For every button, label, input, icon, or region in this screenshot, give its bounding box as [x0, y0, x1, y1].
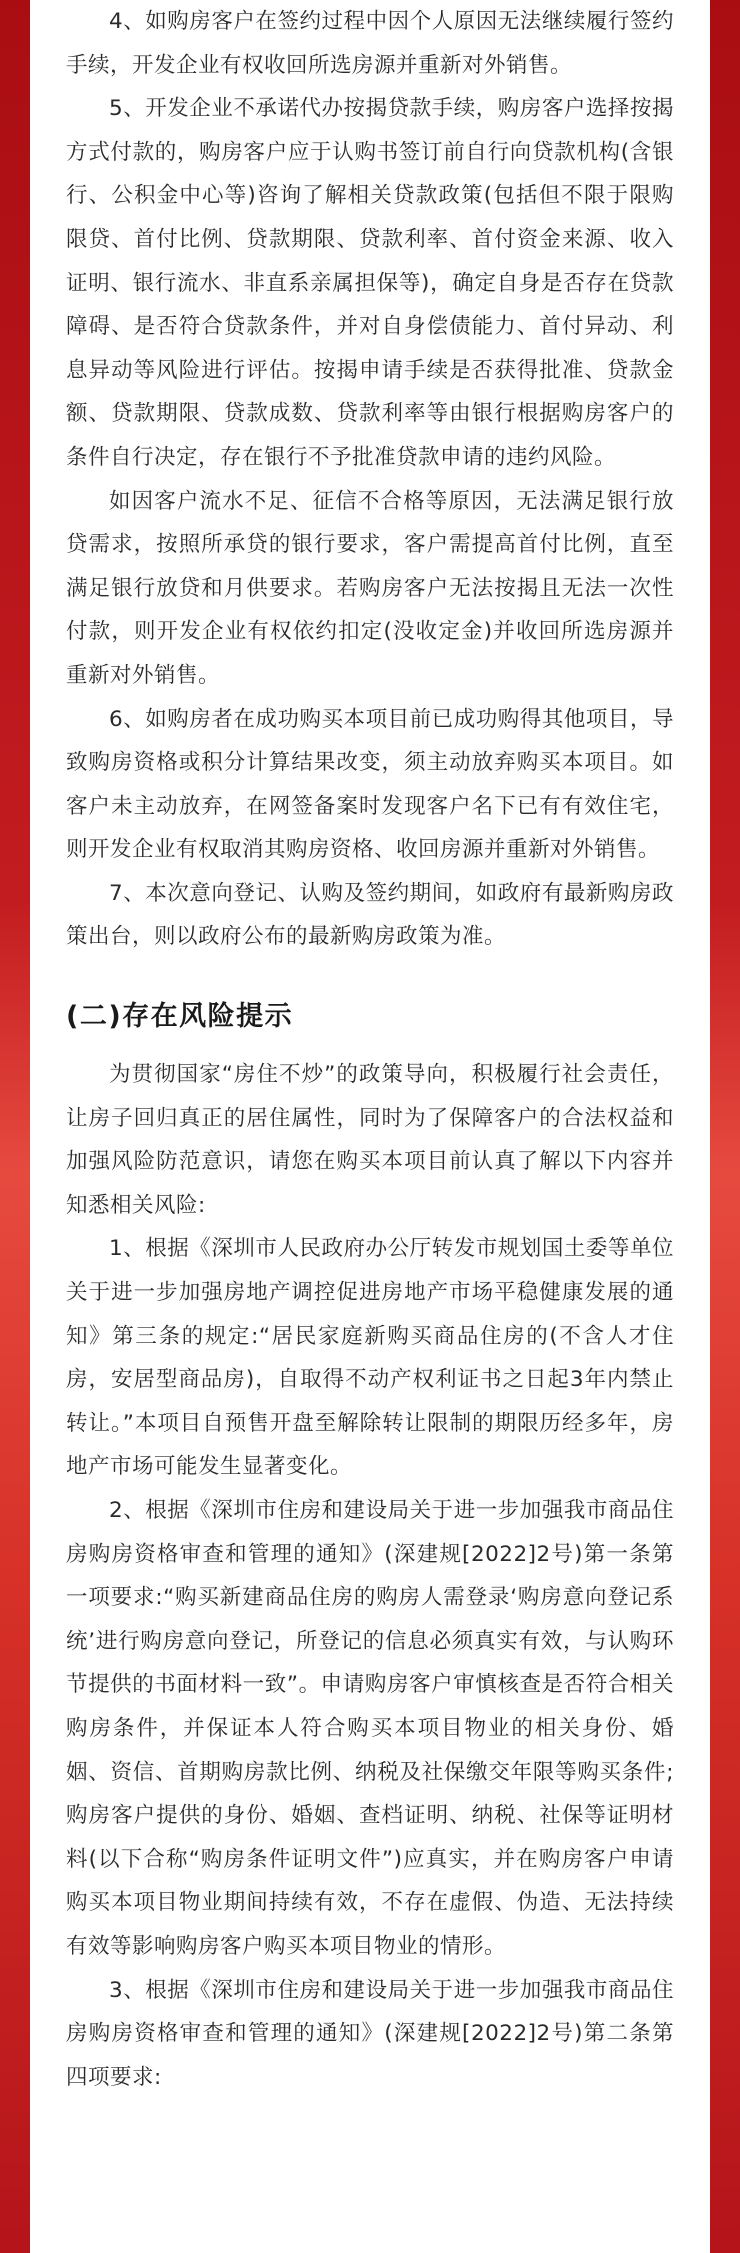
risk-item-2: 2、根据《深圳市住房和建设局关于进一步加强我市商品住房购房资格审查和管理的通知》(深建规[2022]2号)第一条第一项要求:“购买新建商品住房的购房人需登录‘购房意向登记系统’进行购房意向登记，所登记的信息必须真实有效，与认购环节提供的书面材料一致”。申请购房客户审慎核查是否符合相关购房条件，并保证本人符合购买本项目物业的相关身份、婚姻、资信、首期购房款比例、纳税及社保缴交年限等购买条件;购房客户提供的身份、婚姻、查档证明、纳税、社保等证明材料(以下合称“购房条件证明文件”)应真实，并在购房客户申请购买本项目物业期间持续有效，不存在虚假、伪造、无法持续有效等影响购房客户购买本项目物业的情形。: [66, 1498, 674, 1959]
risk-item-1: 1、根据《深圳市人民政府办公厅转发市规划国土委等单位关于进一步加强房地产调控促进房地产市场平稳健康发展的通知》第三条的规定:“居民家庭新购买商品住房的(不含人才住房，安居型商品房)，自取得不动产权利证书之日起3年内禁止转让。”本项目自预售开盘至解除转让限制的期限历经多年，房地产市场可能发生显著变化。: [66, 1236, 674, 1480]
left-red-border: [0, 0, 30, 2253]
document-page: [30, 0, 710, 2253]
clause-5-supplement: 如因客户流水不足、征信不合格等原因，无法满足银行放贷需求，按照所承贷的银行要求，客户需提高首付比例，直至满足银行放贷和月供要求。若购房客户无法按揭且无法一次性付款，则开发企业有权依约扣定(没收定金)并收回所选房源并重新对外销售。: [66, 488, 674, 688]
section-heading-risk-notice: (二)存在风险提示: [66, 1001, 294, 1033]
risk-item-3: 3、根据《深圳市住房和建设局关于进一步加强我市商品住房购房资格审查和管理的通知》(深建规[2022]2号)第二条第四项要求:: [66, 1977, 674, 2090]
risk-intro: 为贯彻国家“房住不炒”的政策导向，积极履行社会责任，让房子回归真正的居住属性，同时为了保障客户的合法权益和加强风险防范意识，请您在购买本项目前认真了解以下内容并知悉相关风险:: [66, 1062, 674, 1218]
clause-7: 7、本次意向登记、认购及签约期间，如政府有最新购房政策出台，则以政府公布的最新购房政策为准。: [66, 880, 674, 950]
clause-5: 5、开发企业不承诺代办按揭贷款手续，购房客户选择按揭方式付款的，购房客户应于认购书签订前自行向贷款机构(含银行、公积金中心等)咨询了解相关贷款政策(包括但不限于限购限贷、首付比例、贷款期限、贷款利率、首付资金来源、收入证明、银行流水、非直系亲属担保等)，确定自身是否存在贷款障碍、是否符合贷款条件，并对自身偿债能力、首付异动、利息异动等风险进行评估。按揭申请手续是否获得批准、贷款金额、贷款期限、贷款成数、贷款利率等由银行根据购房客户的条件自行决定，存在银行不予批准贷款申请的违约风险。: [66, 96, 674, 470]
document-content: [66, 0, 674, 2099]
clause-6: 6、如购房者在成功购买本项目前已成功购得其他项目，导致购房资格或积分计算结果改变，须主动放弃购买本项目。如客户未主动放弃，在网签备案时发现客户名下已有有效住宅，则开发企业有权取消其购房资格、收回房源并重新对外销售。: [66, 706, 674, 863]
right-red-border: [710, 0, 740, 2253]
clause-4: 4、如购房客户在签约过程中因个人原因无法继续履行签约手续，开发企业有权收回所选房源并重新对外销售。: [66, 9, 674, 78]
